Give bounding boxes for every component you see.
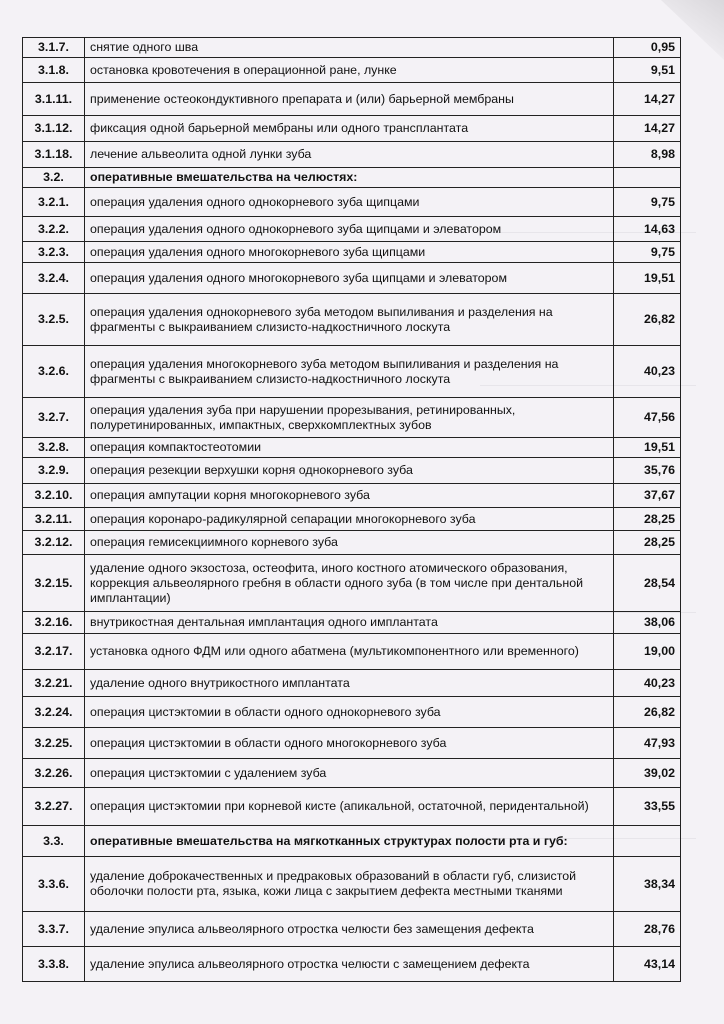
row-description: операция ампутации корня многокорневого зуба [85, 484, 614, 508]
row-code: 3.1.18. [23, 142, 85, 168]
row-price: 9,51 [614, 58, 681, 83]
row-description: удаление доброкачественных и предраковых образований в области губ, слизистой оболочки полости рта, языка, кожи лица с закрытием дефекта местными тканями [85, 857, 614, 912]
table-row [23, 263, 681, 294]
row-code: 3.2.25. [23, 728, 85, 759]
row-description: установка одного ФДМ или одного абатмена (мультикомпонентного или временного) [85, 634, 614, 670]
row-code: 3.2.11. [23, 508, 85, 531]
row-code: 3.1.11. [23, 83, 85, 116]
row-price: 19,51 [614, 438, 681, 458]
table-row [23, 458, 681, 484]
table-row [23, 508, 681, 531]
row-price: 26,82 [614, 697, 681, 728]
row-price: 19,51 [614, 263, 681, 294]
table-row [23, 947, 681, 982]
table-row [23, 242, 681, 263]
row-price: 8,98 [614, 142, 681, 168]
table-row [23, 728, 681, 759]
row-price: 9,75 [614, 188, 681, 217]
row-price: 28,25 [614, 508, 681, 531]
row-description: операция удаления многокорневого зуба методом выпиливания и разделения на фрагменты с выкраиванием слизисто-надкостничного лоскута [85, 346, 614, 398]
row-description: внутрикостная дентальная имплантация одного имплантата [85, 612, 614, 634]
section-row [23, 168, 681, 188]
row-price: 28,25 [614, 531, 681, 555]
row-price [614, 168, 681, 188]
table-row [23, 484, 681, 508]
row-description: фиксация одной барьерной мембраны или одного трансплантата [85, 116, 614, 142]
row-description: удаление эпулиса альвеолярного отростка челюсти с замещением дефекта [85, 947, 614, 982]
row-code: 3.3.8. [23, 947, 85, 982]
row-code: 3.1.12. [23, 116, 85, 142]
row-price: 38,06 [614, 612, 681, 634]
row-code: 3.2.9. [23, 458, 85, 484]
table-row [23, 294, 681, 346]
row-price: 37,67 [614, 484, 681, 508]
table-row [23, 857, 681, 912]
row-description: удаление одного экзостоза, остеофита, иного костного атомического образования, коррекция альвеолярного гребня в области одного зуба (в том числе при дентальной имплантации) [85, 555, 614, 612]
table-row [23, 788, 681, 826]
table-row [23, 217, 681, 242]
table-row [23, 697, 681, 728]
table-row [23, 759, 681, 788]
row-price [614, 826, 681, 857]
row-code: 3.3. [23, 826, 85, 857]
row-code: 3.2.15. [23, 555, 85, 612]
row-price: 0,95 [614, 38, 681, 58]
row-description: оперативные вмешательства на челюстях: [85, 168, 614, 188]
row-code: 3.2.24. [23, 697, 85, 728]
row-code: 3.2.7. [23, 398, 85, 438]
table-row [23, 38, 681, 58]
row-price: 14,63 [614, 217, 681, 242]
row-description: операция коронаро-радикулярной сепарации многокорневого зуба [85, 508, 614, 531]
row-price: 47,93 [614, 728, 681, 759]
row-code: 3.2.8. [23, 438, 85, 458]
row-code: 3.2.4. [23, 263, 85, 294]
row-description: операция цистэктомии с удалением зуба [85, 759, 614, 788]
price-table-body [23, 38, 681, 982]
row-price: 47,56 [614, 398, 681, 438]
table-row [23, 634, 681, 670]
section-row [23, 826, 681, 857]
row-description: применение остеокондуктивного препарата и (или) барьерной мембраны [85, 83, 614, 116]
table-row [23, 116, 681, 142]
row-price: 9,75 [614, 242, 681, 263]
table-row [23, 438, 681, 458]
table-row [23, 188, 681, 217]
table-row [23, 912, 681, 947]
table-row [23, 612, 681, 634]
row-code: 3.2.6. [23, 346, 85, 398]
row-price: 35,76 [614, 458, 681, 484]
row-code: 3.2.2. [23, 217, 85, 242]
row-description: оперативные вмешательства на мягкотканных структурах полости рта и губ: [85, 826, 614, 857]
row-description: операция компактостеотомии [85, 438, 614, 458]
row-price: 38,34 [614, 857, 681, 912]
row-code: 3.2.10. [23, 484, 85, 508]
row-code: 3.3.6. [23, 857, 85, 912]
row-code: 3.2. [23, 168, 85, 188]
table-row [23, 142, 681, 168]
row-code: 3.2.27. [23, 788, 85, 826]
row-description: операция удаления одного однокорневого зуба щипцами [85, 188, 614, 217]
row-price: 33,55 [614, 788, 681, 826]
row-code: 3.1.7. [23, 38, 85, 58]
row-code: 3.2.21. [23, 670, 85, 697]
table-row [23, 555, 681, 612]
table-row [23, 398, 681, 438]
row-description: операция удаления одного многокорневого зуба щипцами [85, 242, 614, 263]
price-table [22, 37, 681, 982]
row-description: операция удаления зуба при нарушении прорезывания, ретинированных, полуретинированных, импактных, сверхкомплектных зубов [85, 398, 614, 438]
row-description: снятие одного шва [85, 38, 614, 58]
row-code: 3.2.26. [23, 759, 85, 788]
row-description: удаление одного внутрикостного имплантата [85, 670, 614, 697]
row-description: операция цистэктомии в области одного многокорневого зуба [85, 728, 614, 759]
row-price: 40,23 [614, 346, 681, 398]
table-row [23, 83, 681, 116]
row-code: 3.2.16. [23, 612, 85, 634]
row-code: 3.1.8. [23, 58, 85, 83]
row-code: 3.3.7. [23, 912, 85, 947]
row-price: 39,02 [614, 759, 681, 788]
row-code: 3.2.12. [23, 531, 85, 555]
row-price: 26,82 [614, 294, 681, 346]
row-code: 3.2.3. [23, 242, 85, 263]
row-price: 19,00 [614, 634, 681, 670]
table-row [23, 531, 681, 555]
row-price: 40,23 [614, 670, 681, 697]
row-price: 14,27 [614, 83, 681, 116]
row-description: операция цистэктомии в области одного однокорневого зуба [85, 697, 614, 728]
row-price: 28,76 [614, 912, 681, 947]
row-code: 3.2.5. [23, 294, 85, 346]
table-row [23, 670, 681, 697]
row-description: операция удаления одного однокорневого зуба щипцами и элеватором [85, 217, 614, 242]
row-description: лечение альвеолита одной лунки зуба [85, 142, 614, 168]
row-description: операция цистэктомии при корневой кисте (апикальной, остаточной, перидентальной) [85, 788, 614, 826]
row-price: 28,54 [614, 555, 681, 612]
row-description: операция гемисекциимного корневого зуба [85, 531, 614, 555]
row-price: 43,14 [614, 947, 681, 982]
row-description: операция резекции верхушки корня однокорневого зуба [85, 458, 614, 484]
table-row [23, 58, 681, 83]
row-description: остановка кровотечения в операционной ране, лунке [85, 58, 614, 83]
row-price: 14,27 [614, 116, 681, 142]
row-code: 3.2.1. [23, 188, 85, 217]
row-description: операция удаления однокорневого зуба методом выпиливания и разделения на фрагменты с выкраиванием слизисто-надкостничного лоскута [85, 294, 614, 346]
row-description: удаление эпулиса альвеолярного отростка челюсти без замещения дефекта [85, 912, 614, 947]
table-row [23, 346, 681, 398]
row-description: операция удаления одного многокорневого зуба щипцами и элеватором [85, 263, 614, 294]
row-code: 3.2.17. [23, 634, 85, 670]
